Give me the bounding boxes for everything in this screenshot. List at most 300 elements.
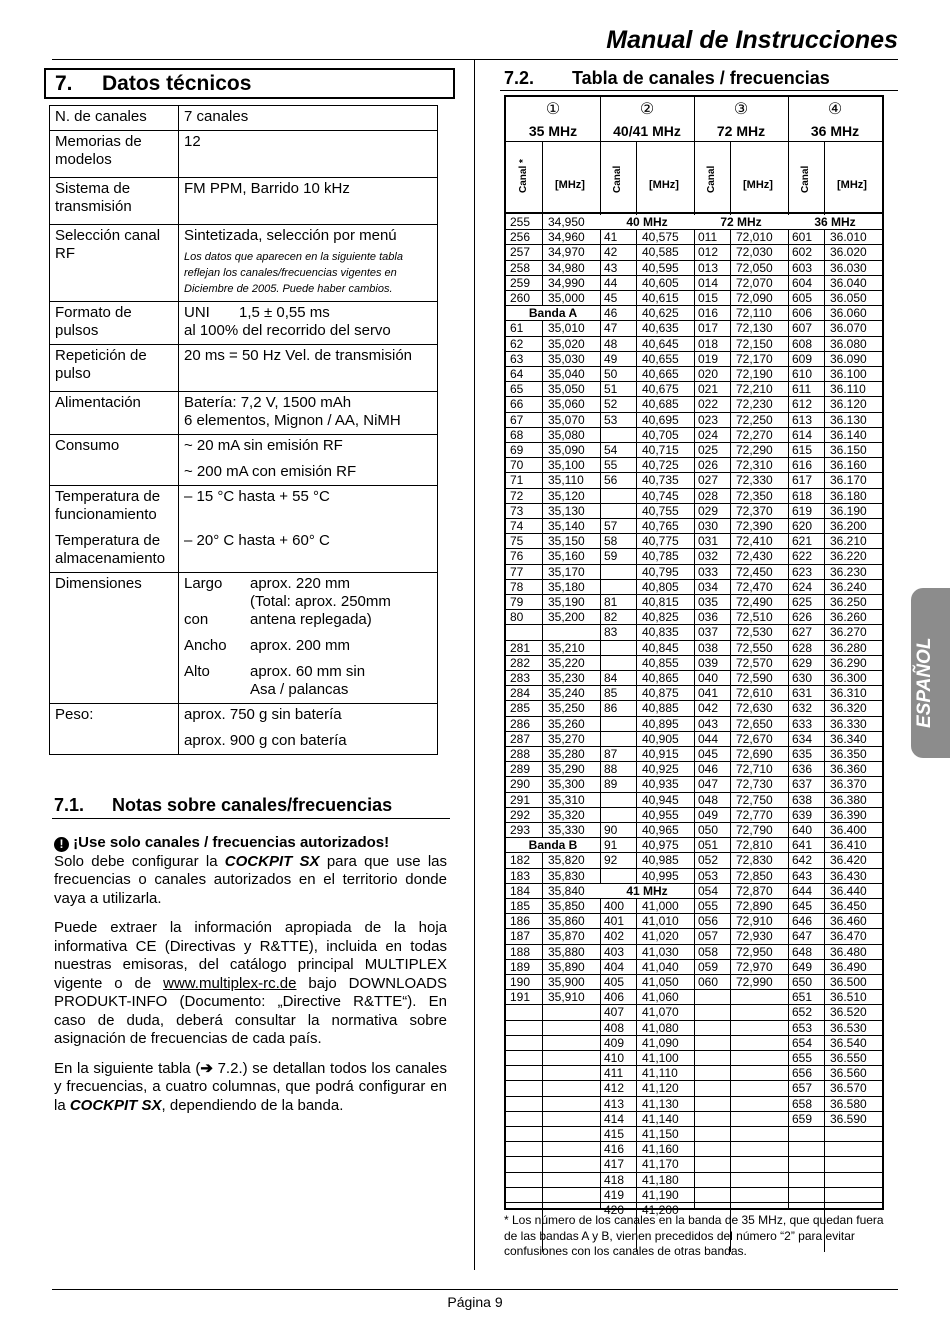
channel-number: 43 — [604, 260, 618, 275]
frequency-value: 40,725 — [642, 458, 679, 473]
frequency-value: 36.130 — [830, 412, 867, 427]
frequency-value: 35,300 — [548, 777, 585, 792]
frequency-value: 35,890 — [548, 959, 585, 974]
frequency-value: 72,030 — [736, 245, 773, 260]
channel-number: 410 — [604, 1051, 625, 1065]
channel-number: 49 — [604, 351, 618, 366]
frequency-value: 36.340 — [830, 731, 867, 746]
spec-value-2: 6 elementos, Mignon / AA, NiMH — [184, 412, 401, 429]
band-symbol: ③ — [733, 101, 749, 118]
frequency-value: 35,090 — [548, 443, 585, 457]
channel-number: 609 — [792, 351, 813, 366]
channel-number: 182 — [510, 853, 531, 868]
frequency-value: 36.270 — [830, 625, 867, 640]
spec-value: 7 canales — [179, 106, 438, 131]
frequency-value: 36.150 — [830, 443, 867, 457]
frequency-value: 40,575 — [642, 230, 679, 245]
frequency-value: 34,970 — [548, 245, 585, 260]
frequency-value: 36.300 — [830, 671, 867, 685]
channel-number: 036 — [698, 610, 719, 625]
channel-number: 61 — [510, 321, 524, 336]
frequency-value: 72,890 — [736, 899, 773, 913]
channel-number: 017 — [698, 321, 719, 336]
frequency-value: 36.500 — [830, 975, 867, 989]
spec-row — [50, 131, 438, 178]
channel-number: 67 — [510, 412, 524, 427]
channel-number: 77 — [510, 564, 524, 579]
frequency-value: 41,170 — [642, 1157, 679, 1172]
channel-number: 029 — [698, 503, 719, 518]
channel-number: 619 — [792, 503, 813, 518]
dim-value: aprox. 200 mm — [250, 637, 351, 654]
frequency-value: 35,180 — [548, 579, 585, 594]
channel-number: 190 — [510, 975, 531, 989]
frequency-value: 40,655 — [642, 351, 679, 366]
band-group-label: Banda A — [506, 306, 600, 320]
spec-value: Sintetizada, selección por menú — [184, 227, 397, 244]
frequency-value: 35,200 — [548, 610, 585, 625]
frequency-value: 36.010 — [830, 230, 867, 245]
row-rule — [506, 1202, 882, 1203]
spec-key: Sistema de transmisión — [50, 178, 179, 225]
frequency-value: 41,100 — [642, 1051, 679, 1065]
frequency-value: 40,775 — [642, 534, 679, 549]
channel-number: 82 — [604, 610, 618, 625]
page-number: Página 9 — [447, 1294, 503, 1310]
frequency-value: 36.320 — [830, 701, 867, 716]
channel-number: 648 — [792, 944, 813, 959]
frequency-value: 36.220 — [830, 549, 867, 564]
channel-number: 58 — [604, 534, 618, 549]
frequency-value: 35,010 — [548, 321, 585, 336]
frequency-value: 35,020 — [548, 336, 585, 351]
frequency-value: 40,965 — [642, 823, 679, 837]
frequency-value: 72,730 — [736, 777, 773, 792]
frequency-value: 35,070 — [548, 412, 585, 427]
frequency-value: 35,150 — [548, 534, 585, 549]
spec-note: Los datos que aparecen en la siguiente tabla reflejan los canales/frecuencias vigentes en Diciembre de 2005. Puede haber cambios. — [184, 251, 403, 295]
channel-number: 68 — [510, 427, 524, 442]
spec-row — [50, 392, 438, 435]
frequency-value: 35,210 — [548, 640, 585, 655]
frequency-value: 34,950 — [548, 215, 585, 229]
paragraph-text: para que use las frecuencias o canales autorizados en el territorio donde vaya a utilizarla. — [54, 852, 448, 907]
spec-value-cell — [179, 435, 438, 486]
frequency-value: 72,830 — [736, 853, 773, 868]
channel-number: 048 — [698, 792, 719, 807]
channel-number: 657 — [792, 1081, 813, 1096]
channel-number: 406 — [604, 990, 625, 1005]
frequency-value: 40,745 — [642, 488, 679, 503]
frequency-value: 36.210 — [830, 534, 867, 549]
frequency-value: 41,190 — [642, 1187, 679, 1202]
frequency-value: 72,810 — [736, 838, 773, 853]
channel-number: 92 — [604, 853, 618, 868]
frequency-value: 35,310 — [548, 792, 585, 807]
frequency-value: 72,210 — [736, 382, 773, 397]
frequency-value: 40,735 — [642, 473, 679, 488]
frequency-value: 72,230 — [736, 397, 773, 412]
row-rule — [506, 1020, 882, 1021]
frequency-value: 40,785 — [642, 549, 679, 564]
frequency-value: 72,650 — [736, 716, 773, 731]
channel-number: 034 — [698, 579, 719, 594]
brand-name: COCKPIT SX — [69, 1096, 162, 1114]
frequency-value: 72,470 — [736, 579, 773, 594]
warning-text: ¡Use solo canales / frecuencias autorizados! — [73, 834, 390, 851]
channel-number: 608 — [792, 336, 813, 351]
channel-number: 047 — [698, 777, 719, 792]
frequency-value: 72,190 — [736, 367, 773, 381]
frequency-value: 36.060 — [830, 306, 867, 321]
channel-number: 416 — [604, 1142, 625, 1157]
channel-number: 54 — [604, 443, 618, 457]
channel-number: 72 — [510, 488, 524, 503]
channel-number: 183 — [510, 868, 531, 883]
channel-number: 188 — [510, 944, 531, 959]
language-tab — [911, 588, 950, 758]
channel-number: 65 — [510, 382, 524, 397]
frequency-value: 41,010 — [642, 914, 679, 929]
channel-number: 187 — [510, 929, 531, 944]
channel-number: 018 — [698, 336, 719, 351]
channel-number: 656 — [792, 1066, 813, 1081]
frequency-value: 72,570 — [736, 655, 773, 670]
channel-number: 415 — [604, 1127, 625, 1141]
frequency-value: 36.450 — [830, 899, 867, 913]
channel-number: 259 — [510, 275, 531, 290]
frequency-value: 41,140 — [642, 1111, 679, 1126]
frequency-value: 35,850 — [548, 899, 585, 913]
frequency-value: 72,930 — [736, 929, 773, 944]
channel-number: 642 — [792, 853, 813, 868]
channel-number: 631 — [792, 686, 813, 701]
channel-number: 41 — [604, 230, 618, 245]
channel-number: 040 — [698, 671, 719, 685]
channel-number: 614 — [792, 427, 813, 442]
channel-subcolumn-divider — [730, 141, 731, 1252]
channel-subcolumn-divider — [636, 141, 637, 1252]
channel-number: 90 — [604, 823, 618, 837]
channel-number: 91 — [604, 838, 618, 853]
frequency-value: 72,450 — [736, 564, 773, 579]
frequency-value: 36.240 — [830, 579, 867, 594]
channel-number: 285 — [510, 701, 531, 716]
frequency-value: 36.480 — [830, 944, 867, 959]
frequency-value: 72,550 — [736, 640, 773, 655]
frequency-value: 72,910 — [736, 914, 773, 929]
frequency-value: 35,840 — [548, 883, 585, 898]
spec-row — [50, 486, 438, 573]
channel-number: 84 — [604, 671, 618, 685]
frequency-value: 40,985 — [642, 853, 679, 868]
channel-number: 054 — [698, 883, 719, 898]
channel-number: 283 — [510, 671, 531, 685]
frequency-value: 35,130 — [548, 503, 585, 518]
spec-key: Temperatura de funcionamiento — [55, 488, 161, 523]
channel-number: 019 — [698, 351, 719, 366]
channel-number: 023 — [698, 412, 719, 427]
channel-number: 037 — [698, 625, 719, 640]
channel-number: 408 — [604, 1020, 625, 1035]
frequency-value: 36.330 — [830, 716, 867, 731]
frequency-value: 41,060 — [642, 990, 679, 1005]
frequency-value: 72,330 — [736, 473, 773, 488]
channel-number: 78 — [510, 579, 524, 594]
channel-number: 651 — [792, 990, 813, 1005]
channel-number: 50 — [604, 367, 618, 381]
frequency-value: 35,230 — [548, 671, 585, 685]
frequency-value: 41,070 — [642, 1005, 679, 1020]
frequency-value: 35,040 — [548, 367, 585, 381]
frequency-value: 40,805 — [642, 579, 679, 594]
frequency-value: 41,150 — [642, 1127, 679, 1141]
channel-number: 053 — [698, 868, 719, 883]
frequency-value: 40,615 — [642, 291, 679, 305]
channel-number: 604 — [792, 275, 813, 290]
channel-number: 633 — [792, 716, 813, 731]
spec-row — [50, 178, 438, 225]
channel-number: 605 — [792, 291, 813, 305]
frequency-value: 40,855 — [642, 655, 679, 670]
channel-number: 602 — [792, 245, 813, 260]
frequency-value: 40,935 — [642, 777, 679, 792]
frequency-value: 72,430 — [736, 549, 773, 564]
channel-number: 033 — [698, 564, 719, 579]
frequency-value: 72,170 — [736, 351, 773, 366]
channel-number: 041 — [698, 686, 719, 701]
channel-number: 055 — [698, 899, 719, 913]
channel-number: 058 — [698, 944, 719, 959]
section-71-title: Notas sobre canales/frecuencias — [112, 795, 393, 815]
frequency-value: 40,875 — [642, 686, 679, 701]
channel-number: 186 — [510, 914, 531, 929]
frequency-value: 36.460 — [830, 914, 867, 929]
channel-number: 403 — [604, 944, 625, 959]
frequency-value: 40,825 — [642, 610, 679, 625]
spec-value: Batería: 7,2 V, 1500 mAh — [184, 394, 352, 411]
band-name: 72 MHz — [716, 123, 766, 139]
frequency-value: 72,410 — [736, 534, 773, 549]
dim-value: aprox. 60 mm sin — [250, 663, 366, 680]
channel-number: 060 — [698, 975, 719, 989]
frequency-value: 40,885 — [642, 701, 679, 716]
channel-number: 012 — [698, 245, 719, 260]
channel-number: 69 — [510, 443, 524, 457]
band-name: 35 MHz — [528, 123, 578, 139]
frequency-value: 40,945 — [642, 792, 679, 807]
band-symbol: ④ — [827, 101, 843, 118]
band-group-label: 40 MHz — [600, 215, 694, 229]
channel-number: 289 — [510, 762, 531, 777]
frequency-value: 35,320 — [548, 807, 585, 822]
arrow-right-icon: ➔ — [200, 1059, 213, 1077]
spec-value-2: aprox. 900 g con batería — [184, 732, 347, 749]
channel-number: 258 — [510, 260, 531, 275]
section-7-number: 7. — [55, 72, 73, 95]
frequency-value: 72,690 — [736, 747, 773, 761]
channel-number: 629 — [792, 655, 813, 670]
frequency-value: 40,685 — [642, 397, 679, 412]
frequency-value: 36.170 — [830, 473, 867, 488]
channel-number: 255 — [510, 215, 531, 229]
frequency-value: 35,220 — [548, 655, 585, 670]
dim-label: Alto — [184, 663, 210, 680]
frequency-value: 36.110 — [830, 382, 866, 397]
frequency-value: 72,850 — [736, 868, 773, 883]
frequency-value: 72,790 — [736, 823, 773, 837]
channel-number: 257 — [510, 245, 531, 260]
paragraph-text: , dependiendo de la banda. — [161, 1096, 344, 1114]
frequency-value: 35,050 — [548, 382, 585, 397]
channel-number: 281 — [510, 640, 531, 655]
spec-row — [50, 225, 438, 302]
paragraph-text: bajo DOWNLOADS PRODUKT-INFO (Documento: „Directive R&TTE“). En caso de duda, deberá consultar la normativa sobre asignación de frecuencias de cada país. — [54, 974, 447, 1047]
header-rule — [52, 59, 898, 60]
channel-column-label: Canal — [612, 165, 623, 193]
channel-number: 021 — [698, 382, 719, 397]
channel-number: 71 — [510, 473, 524, 488]
frequency-value: 34,960 — [548, 230, 585, 245]
channel-number: 634 — [792, 731, 813, 746]
row-rule — [506, 1080, 882, 1081]
channel-number: 81 — [604, 595, 618, 609]
channel-number: 189 — [510, 959, 531, 974]
paragraph-text: Solo debe configurar la — [54, 852, 225, 870]
frequency-value: 36.140 — [830, 427, 867, 442]
channel-number: 53 — [604, 412, 618, 427]
footer-rule — [52, 1289, 898, 1290]
spec-value-cell — [179, 573, 438, 704]
frequency-value: 35,330 — [548, 823, 585, 837]
channel-number: 260 — [510, 291, 531, 305]
frequency-value: 35,830 — [548, 868, 585, 883]
frequency-value: 41,180 — [642, 1172, 679, 1187]
channel-number: 87 — [604, 747, 618, 761]
frequency-value: 36.100 — [830, 367, 867, 381]
spec-value: 20 ms = 50 Hz Vel. de transmisión — [179, 345, 438, 392]
dim-value: aprox. 220 mm — [250, 575, 351, 592]
channel-column-label: Canal * — [518, 159, 529, 193]
frequency-value: 72,530 — [736, 625, 773, 640]
frequency-value: 40,915 — [642, 747, 679, 761]
band-group-label: 41 MHz — [600, 884, 694, 898]
frequency-value: 41,110 — [642, 1066, 678, 1081]
website-link[interactable]: www.multiplex-rc.de — [163, 974, 297, 992]
frequency-value: 36.350 — [830, 747, 867, 761]
frequency-value: 36.230 — [830, 564, 867, 579]
frequency-value: 36.590 — [830, 1111, 867, 1126]
channel-number: 024 — [698, 427, 719, 442]
channel-number: 030 — [698, 519, 719, 533]
channel-number: 413 — [604, 1096, 625, 1111]
frequency-value: 72,510 — [736, 610, 773, 625]
mhz-column-label: [MHz] — [555, 179, 585, 191]
frequency-value: 35,190 — [548, 595, 585, 609]
frequency-value: 36.070 — [830, 321, 867, 336]
channel-number: 59 — [604, 549, 618, 564]
frequency-value: 36.020 — [830, 245, 867, 260]
channel-number: 056 — [698, 914, 719, 929]
frequency-value: 36.510 — [830, 990, 867, 1005]
frequency-value: 35,880 — [548, 944, 585, 959]
channel-number: 045 — [698, 747, 719, 761]
spec-row — [50, 704, 438, 755]
dim-label: con — [184, 611, 209, 628]
channel-number: 80 — [510, 610, 524, 625]
spec-value-cell — [179, 302, 438, 345]
frequency-value: 40,845 — [642, 640, 679, 655]
warning-line — [54, 834, 447, 853]
exclamation-circle-icon: ! — [54, 837, 69, 852]
channel-number: 412 — [604, 1081, 625, 1096]
channel-number: 89 — [604, 777, 618, 792]
channel-number: 44 — [604, 275, 618, 290]
band-symbol: ② — [639, 101, 655, 118]
frequency-value: 72,070 — [736, 275, 773, 290]
channel-number: 418 — [604, 1172, 625, 1187]
frequency-value: 36.420 — [830, 853, 867, 868]
frequency-value: 35,140 — [548, 519, 585, 533]
channel-number: 613 — [792, 412, 813, 427]
frequency-value: 35,820 — [548, 853, 585, 868]
frequency-value: 72,290 — [736, 443, 773, 457]
frequency-value: 36.080 — [830, 336, 867, 351]
channel-number: 654 — [792, 1035, 813, 1050]
channel-number: 057 — [698, 929, 719, 944]
frequency-value: 40,925 — [642, 762, 679, 777]
channel-number: 640 — [792, 823, 813, 837]
spec-value: – 15 °C hasta + 55 °C — [184, 488, 330, 505]
frequency-value: 36.360 — [830, 762, 867, 777]
frequency-value: 72,750 — [736, 792, 773, 807]
channel-number: 607 — [792, 321, 813, 336]
channel-number: 049 — [698, 807, 719, 822]
spec-key: Dimensiones — [50, 573, 179, 704]
spec-row — [50, 435, 438, 486]
frequency-value: 72,710 — [736, 762, 773, 777]
frequency-value: 40,625 — [642, 306, 679, 321]
band-name: 36 MHz — [810, 123, 860, 139]
channel-number: 70 — [510, 458, 524, 473]
frequency-value: 72,990 — [736, 975, 773, 989]
channel-number: 402 — [604, 929, 625, 944]
channel-number: 646 — [792, 914, 813, 929]
spec-key: Peso: — [50, 704, 179, 755]
spec-row — [50, 106, 438, 131]
spec-value-cell — [179, 225, 438, 302]
frequency-value: 40,865 — [642, 671, 679, 685]
frequency-value: 35,080 — [548, 427, 585, 442]
section-71-body — [54, 834, 447, 1126]
channel-number: 650 — [792, 975, 813, 989]
channel-number: 038 — [698, 640, 719, 655]
channel-number: 601 — [792, 230, 813, 245]
spec-row — [50, 345, 438, 392]
frequency-value: 40,955 — [642, 807, 679, 822]
paragraph-text: Puede extraer la información apropiada de la hoja informativa CE (Directivas y R&TTE), incluida en todas nuestras emisoras, del catálogo principal MULTIPLEX vigente o de — [54, 919, 447, 992]
channel-number: 74 — [510, 519, 524, 533]
section-71-number: 7.1. — [54, 795, 85, 815]
channel-column-label: Canal — [706, 165, 717, 193]
mhz-column-label: [MHz] — [837, 179, 867, 191]
frequency-value: 36.570 — [830, 1081, 867, 1096]
frequency-value: 41,000 — [642, 899, 679, 913]
frequency-value: 35,100 — [548, 458, 585, 473]
channel-number: 52 — [604, 397, 618, 412]
channel-number: 643 — [792, 868, 813, 883]
frequency-value: 36.190 — [830, 503, 867, 518]
